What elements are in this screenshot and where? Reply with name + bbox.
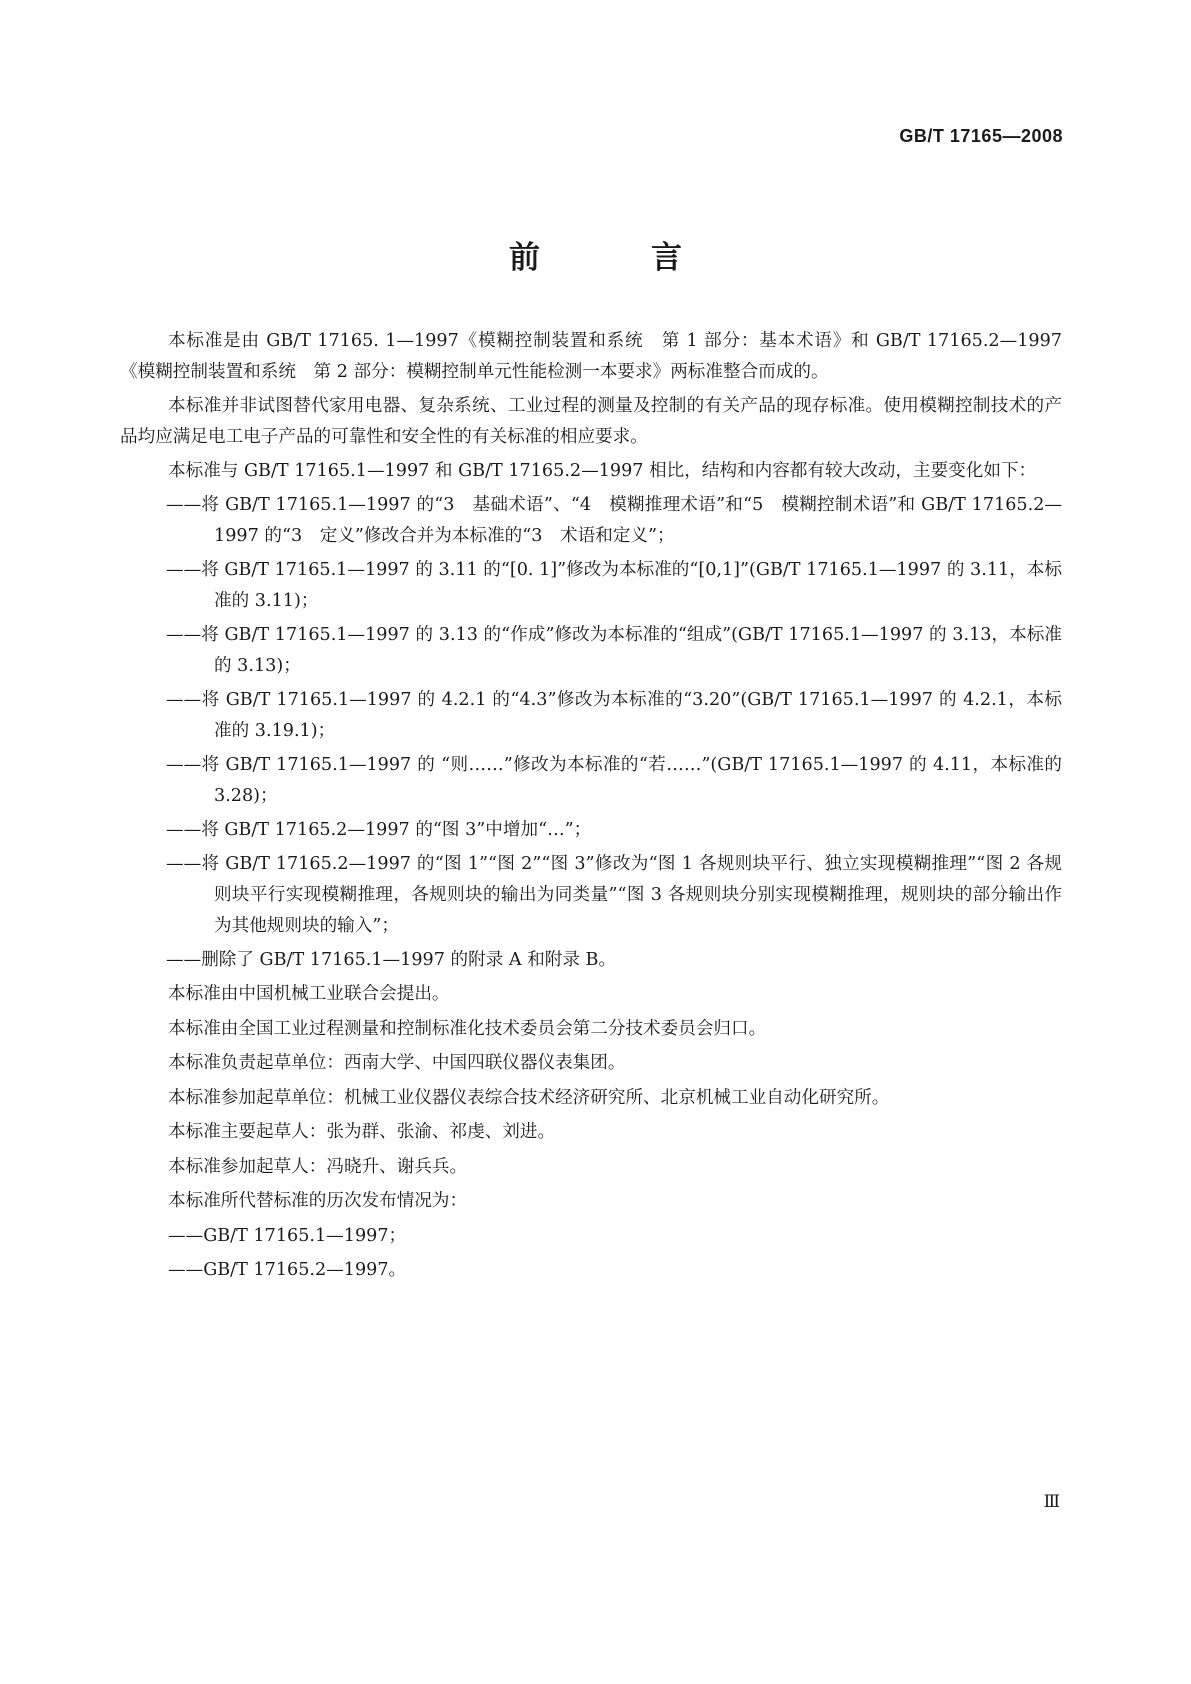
change-item: ——将 GB/T 17165.1—1997 的 4.2.1 的“4.3”修改为本标准的“3.20”(GB/T 17165.1—1997 的 4.2.1，本标准的 3.19.1)； bbox=[166, 690, 1062, 741]
document-body bbox=[120, 326, 1062, 1290]
statement: 本标准主要起草人：张为群、张渝、祁虔、刘进。 bbox=[168, 1122, 556, 1142]
statement: 本标准负责起草单位：西南大学、中国四联仪器仪表集团。 bbox=[168, 1053, 626, 1073]
history-item: ——GB/T 17165.2—1997。 bbox=[168, 1260, 407, 1280]
change-item: ——将 GB/T 17165.2—1997 的“图 3”中增加“…”； bbox=[166, 820, 592, 840]
history-item: ——GB/T 17165.1—1997； bbox=[168, 1225, 407, 1246]
statement: 本标准由全国工业过程测量和控制标准化技术委员会第二分技术委员会归口。 bbox=[168, 1018, 767, 1039]
paragraph: 本标准并非试图替代家用电器、复杂系统、工业过程的测量及控制的有关产品的现存标准。使用模糊控制技术的产品均应满足电工电子产品的可靠性和安全性的有关标准的相应要求。 bbox=[120, 396, 1062, 447]
change-item: ——删除了 GB/T 17165.1—1997 的附录 A 和附录 B。 bbox=[166, 950, 617, 970]
page-title: 前 言 bbox=[509, 240, 722, 276]
standard-code: GB/T 17165—2008 bbox=[899, 126, 1063, 146]
change-item: ——将 GB/T 17165.1—1997 的“3 基础术语”、“4 模糊推理术语”和“5 模糊控制术语”和 GB/T 17165.2—1997 的“3 定义”修改合并为本标准的“3 术语和定义”； bbox=[166, 495, 1062, 546]
change-item: ——将 GB/T 17165.2—1997 的“图 1”“图 2”“图 3”修改为“图 1 各规则块平行、独立实现模糊推理”“图 2 各规则块平行实现模糊推理，各规则块的输出为同类量”“图 3 各规则块分别实现模糊推理，规则块的部分输出作为其他规则块的输入”； bbox=[166, 854, 1062, 936]
page-number: Ⅲ bbox=[1043, 1492, 1060, 1512]
paragraph: 本标准与 GB/T 17165.1—1997 和 GB/T 17165.2—1997 相比，结构和内容都有较大改动，主要变化如下： bbox=[168, 461, 1037, 481]
statement: 本标准参加起草人：冯晓升、谢兵兵。 bbox=[168, 1156, 468, 1177]
change-item: ——将 GB/T 17165.1—1997 的 3.13 的“作成”修改为本标准的“组成”(GB/T 17165.1—1997 的 3.13，本标准的 3.13)； bbox=[166, 625, 1062, 676]
statement: 本标准所代替标准的历次发布情况为： bbox=[168, 1191, 468, 1211]
paragraph: 本标准是由 GB/T 17165. 1—1997《模糊控制装置和系统 第 1 部分：基本术语》和 GB/T 17165.2—1997《模糊控制装置和系统 第 2 部分：模糊控制单元性能检测一本要求》两标准整合而成的。 bbox=[120, 331, 1062, 382]
change-item: ——将 GB/T 17165.1—1997 的 3.11 的“[0. 1]”修改为本标准的“[0,1]”(GB/T 17165.1—1997 的 3.11，本标准的 3.11)； bbox=[166, 560, 1062, 611]
statement: 本标准参加起草单位：机械工业仪器仪表综合技术经济研究所、北京机械工业自动化研究所。 bbox=[168, 1087, 890, 1108]
statement: 本标准由中国机械工业联合会提出。 bbox=[168, 984, 450, 1004]
change-item: ——将 GB/T 17165.1—1997 的 “则……”修改为本标准的“若……”(GB/T 17165.1—1997 的 4.11，本标准的 3.28)； bbox=[166, 755, 1062, 806]
